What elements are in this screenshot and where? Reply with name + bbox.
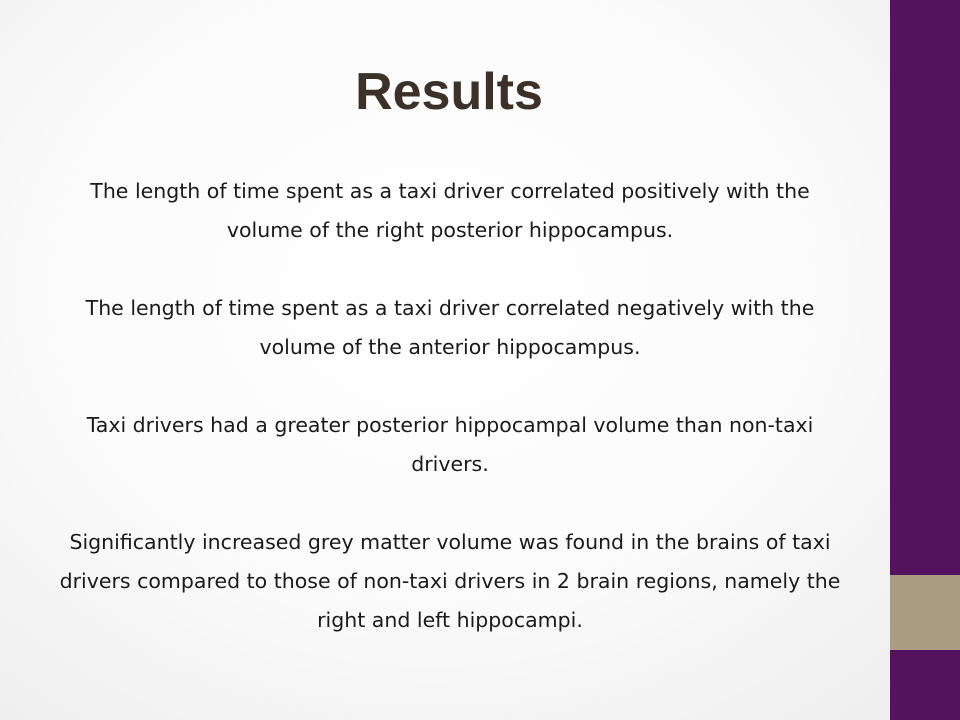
slide-title: Results (355, 63, 543, 121)
result-paragraph-4: Significantly increased grey matter volume was found in the brains of taxi drivers compared to those of non-taxi drivers in 2 brain regions, namely the right and left hippocampi. (59, 530, 841, 632)
result-paragraph-2: The length of time spent as a taxi driver correlated negatively with the volume of the anterior hippocampus. (85, 296, 815, 359)
side-decorative-band (890, 0, 960, 720)
side-accent-block (890, 575, 960, 650)
result-paragraph-1: The length of time spent as a taxi driver correlated positively with the volume of the right posterior hippocampus. (90, 179, 810, 242)
slide-body (50, 172, 850, 679)
result-paragraph-3: Taxi drivers had a greater posterior hippocampal volume than non-taxi drivers. (86, 413, 814, 476)
